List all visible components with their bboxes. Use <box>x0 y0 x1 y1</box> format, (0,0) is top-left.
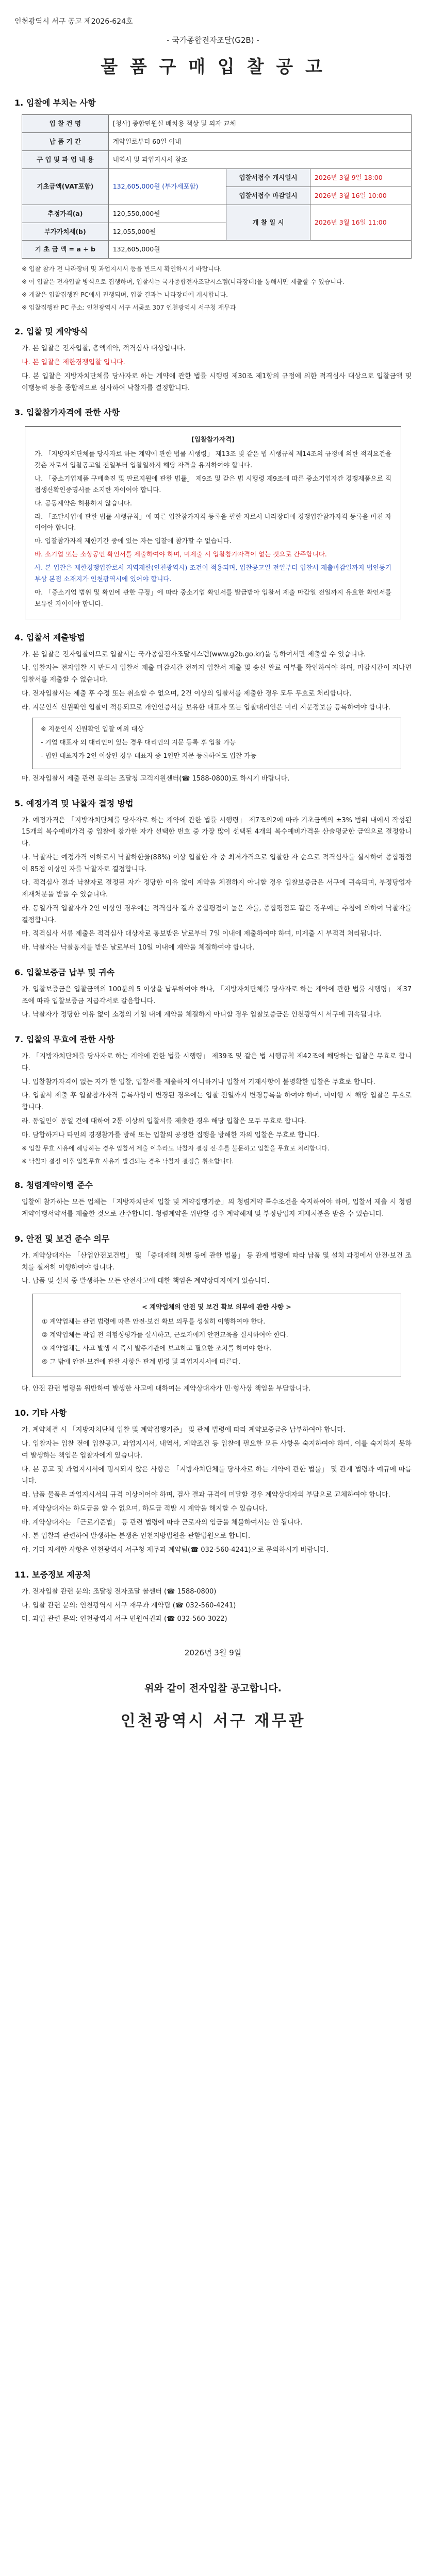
text-line: 가. 예정가격은 「지방자치단체를 당사자로 하는 계약에 관한 법률 시행령」 제7조의2에 따라 기초금액의 ±3% 범위 내에서 작성된 15개의 복수예비가격 중 입찰에 참가한 자가 선택한 번호 중 가장 많이 선택된 4개의 복수예비가격을 산술평균한 금액으로 결정합니다. <box>22 816 412 848</box>
text-line: 다. 적격심사 결과 낙찰자로 결정된 자가 정당한 이유 없이 계약을 체결하지 아니할 경우 입찰보증금은 서구에 귀속되며, 부정당업자 제재처분을 받을 수 있습니다. <box>22 879 412 899</box>
notice-subtitle: - 국가종합전자조달(G2B) - <box>167 35 259 45</box>
section-9-body <box>14 1250 412 1395</box>
cell-header: 기 초 금 액 = a + b <box>22 241 109 259</box>
text-line: 라. 동일가격 입찰자가 2인 이상인 경우에는 적격심사 결과 종합평점이 높은 자를, 종합평점도 같은 경우에는 추첨에 의하여 낙찰자를 결정합니다. <box>22 904 412 924</box>
box-title: < 계약업체의 안전 및 보건 확보 의무에 관한 사항 > <box>142 1303 291 1311</box>
text-line: 다. 본 공고 및 과업지시서에 명시되지 않은 사항은 「지방자치단체를 당사자로 하는 계약에 관한 법률」 및 관계 법령과 예규에 따릅니다. <box>22 1465 412 1485</box>
text-line: 바. 계약상대자는 「근로기준법」 등 관련 법령에 따라 근로자의 임금을 체불하여서는 안 됩니다. <box>22 1518 303 1527</box>
text-line: 바. 낙찰자는 낙찰통지를 받은 날로부터 10일 이내에 계약을 체결하여야 합니다. <box>22 944 255 952</box>
text-line: 마. 담합하거나 타인의 경쟁참가를 방해 또는 입찰의 공정한 집행을 방해한 자의 입찰은 무효로 합니다. <box>22 1131 319 1139</box>
cell-header: 구 입 및 과 업 내 용 <box>22 151 109 169</box>
section-5-title: 5. 예정가격 및 낙찰자 결정 방법 <box>14 798 134 808</box>
text-line: 다. 공동계약은 허용하지 않습니다. <box>35 499 132 507</box>
text-line: - 법인 대표자가 2인 이상인 경우 대표자 중 1인만 지문 등록하여도 입찰 가능 <box>41 752 257 759</box>
cell-header: 납 품 기 간 <box>22 133 109 151</box>
text-line: 가. 계약체결 시 「지방자치단체 입찰 및 계약집행기준」 및 관계 법령에 따라 계약보증금을 납부하여야 합니다. <box>22 1426 346 1434</box>
text-line: 마. 전자입찰서 제출 관련 문의는 조달청 고객지원센터(☎ 1588-0800)로 하시기 바랍니다. <box>22 774 290 783</box>
closing-statement: 위와 같이 전자입찰 공고합니다. <box>144 1683 282 1694</box>
cell-value: 2026년 3월 16일 11:00 <box>310 205 411 241</box>
notice-date: 2026년 3월 9일 <box>184 1648 242 1657</box>
text-line: 나. 본 입찰은 제한경쟁입찰 입니다. <box>22 359 125 366</box>
section-4-body <box>14 649 412 785</box>
text-line: ※ 지문인식 신원확인 입찰 예외 대상 <box>41 725 144 733</box>
section-6-body <box>14 984 412 1021</box>
section-8-title: 8. 청렴계약이행 준수 <box>14 1180 93 1191</box>
note-line: ※ 개찰은 입찰집행관 PC에서 진행되며, 입찰 결과는 나라장터에 게시합니다. <box>22 291 228 299</box>
text-line: 나. 낙찰자는 예정가격 이하로서 낙찰하한율(88%) 이상 입찰한 자 중 최저가격으로 입찰한 자 순으로 적격심사를 실시하여 종합평점이 85점 이상인 자를 낙찰자로 결정합니다. <box>22 853 412 873</box>
cell-header: 입찰서접수 개시일시 <box>226 168 310 187</box>
note-line: ※ 입찰집행관 PC 주소: 인천광역시 서구 서곶로 307 인천광역시 서구청 재무과 <box>22 304 236 312</box>
section-1-title: 1. 입찰에 부치는 사항 <box>14 98 96 108</box>
cell-value: 120,550,000원 <box>108 205 226 223</box>
text-line: 가. 「지방자치단체를 당사자로 하는 계약에 관한 법률 시행령」 제13조 및 같은 법 시행규칙 제14조의 규정에 의한 적격요건을 갖춘 자로서 입찰공고일 전일부터 입찰일까지 해당 자격을 유지하여야 합니다. <box>35 450 391 469</box>
section-6-title: 6. 입찰보증금 납부 및 귀속 <box>14 967 115 977</box>
eligibility-box <box>25 426 401 619</box>
text-line: 아. 「중소기업 범위 및 확인에 관한 규정」에 따라 중소기업 확인서를 발급받아 입찰서 제출 마감일 전일까지 유효한 확인서를 보유한 자이어야 합니다. <box>35 588 391 607</box>
note-line: ※ 입찰 무효 사유에 해당하는 경우 입찰서 제출 이후라도 낙찰자 결정 전·후를 불문하고 입찰을 무효로 처리합니다. <box>22 1145 330 1153</box>
section-11-title: 11. 보증정보 제공처 <box>14 1569 91 1580</box>
section-10-body <box>14 1425 412 1556</box>
text-line: 다. 본 입찰은 지방자치단체를 당사자로 하는 계약에 관한 법률 시행령 제30조 제1항의 규정에 의한 적격심사 대상으로 입찰금액 및 이행능력 등을 종합적으로 심사하여 낙찰자를 결정합니다. <box>22 372 412 392</box>
section-11-body <box>14 1586 412 1625</box>
cell-header: 입 찰 건 명 <box>22 115 109 133</box>
text-line: 바. 소기업 또는 소상공인 확인서를 제출하여야 하며, 미제출 시 입찰참가자격이 없는 것으로 간주합니다. <box>35 550 327 558</box>
page-title: 물 품 구 매 입 찰 공 고 <box>101 56 325 77</box>
note-line: ※ 입찰 참가 전 나라장터 및 과업지시서 등을 반드시 확인하시기 바랍니다. <box>22 265 222 273</box>
note-line: ※ 낙찰자 결정 이후 입찰무효 사유가 발견되는 경우 낙찰자 결정을 취소합니다. <box>22 1158 234 1165</box>
section-7-body <box>14 1051 412 1167</box>
text-line: 아. 기타 자세한 사항은 인천광역시 서구청 재무과 계약팀(☎ 032-560-4241)으로 문의하시기 바랍니다. <box>22 1546 329 1554</box>
text-line: 나. 「중소기업제품 구매촉진 및 판로지원에 관한 법률」 제9조 및 같은 법 시행령 제9조에 따른 중소기업자간 경쟁제품으로 직접생산확인증명서를 소지한 자이어야 합니다. <box>35 474 391 494</box>
text-line: 마. 계약상대자는 하도급을 할 수 없으며, 하도급 적발 시 계약을 해지할 수 있습니다. <box>22 1504 268 1513</box>
cell-value: 132,605,000원 (부가세포함) <box>108 168 226 205</box>
notice-number: 인천광역시 서구 공고 제2026-624호 <box>14 18 133 26</box>
section-9-title: 9. 안전 및 보건 준수 의무 <box>14 1233 110 1244</box>
section-10-title: 10. 기타 사항 <box>14 1408 67 1418</box>
text-line: 사. 본 입찰과 관련하여 발생하는 분쟁은 인천지방법원을 관할법원으로 합니다. <box>22 1532 251 1540</box>
cell-value: 2026년 3월 16일 10:00 <box>310 187 411 205</box>
text-line: ② 계약업체는 작업 전 위험성평가를 실시하고, 근로자에게 안전교육을 실시하여야 한다. <box>42 1330 288 1338</box>
cell-value: 2026년 3월 9일 18:00 <box>310 168 411 187</box>
text-line: 가. 전자입찰 관련 문의: 조달청 전자조달 콜센터 (☎ 1588-0800) <box>22 1587 217 1596</box>
text-line: 입찰에 참가하는 모든 업체는 「지방자치단체 입찰 및 계약집행기준」의 청렴계약 특수조건을 숙지하여야 하며, 입찰서 제출 시 청렴계약이행서약서를 제출한 것으로 간주합니다. 청렴계약을 위반할 경우 계약해제 및 부정당업자 제재처분을 받을 수 있습니다. <box>22 1198 412 1218</box>
text-line: ① 계약업체는 관련 법령에 따른 안전·보건 확보 의무를 성실히 이행하여야 한다. <box>42 1317 266 1325</box>
text-line: 가. 본 입찰은 전자입찰, 총액계약, 적격심사 대상입니다. <box>22 345 186 353</box>
section-8-body <box>14 1197 412 1221</box>
note-line: ※ 이 입찰은 전자입찰 방식으로 집행하며, 입찰서는 국가종합전자조달시스템(나라장터)을 통해서만 제출할 수 있습니다. <box>22 278 345 286</box>
cell-value: 12,055,000원 <box>108 223 226 241</box>
cell-header: 기초금액(VAT포함) <box>22 168 109 205</box>
cell-value: 내역서 및 과업지시서 참조 <box>108 151 411 169</box>
section-7-title: 7. 입찰의 무효에 관한 사항 <box>14 1035 115 1045</box>
text-line: 마. 적격심사 서류 제출은 적격심사 대상자로 통보받은 날로부터 7일 이내에 제출하여야 하며, 미제출 시 부적격 처리됩니다. <box>22 930 382 938</box>
section-1-body <box>14 114 412 313</box>
text-line: ④ 그 밖에 안전·보건에 관한 사항은 관계 법령 및 과업지시서에 따른다. <box>42 1357 240 1365</box>
cell-header: 개 찰 일 시 <box>226 205 310 241</box>
text-line: 라. 납품 물품은 과업지시서의 규격 이상이어야 하며, 검사 결과 규격에 미달할 경우 계약상대자의 부담으로 교체하여야 합니다. <box>22 1491 390 1499</box>
cell-header: 입찰서접수 마감일시 <box>226 187 310 205</box>
fingerprint-exception-box <box>32 718 401 769</box>
text-line: 다. 안전 관련 법령을 위반하여 발생한 사고에 대하여는 계약상대자가 민·형사상 책임을 부담합니다. <box>22 1384 311 1393</box>
text-line: 가. 본 입찰은 전자입찰이므로 입찰서는 국가종합전자조달시스템(www.g2b.go.kr)을 통하여서만 제출할 수 있습니다. <box>22 650 366 658</box>
cell-header: 추정가격(a) <box>22 205 109 223</box>
cell-value: 계약일로부터 60일 이내 <box>108 133 411 151</box>
section-3-title: 3. 입찰참가자격에 관한 사항 <box>14 408 120 418</box>
text-line: 다. 입찰서 제출 후 입찰참가자격 등록사항이 변경된 경우에는 입찰 전일까지 변경등록을 하여야 하며, 미이행 시 해당 입찰은 무효로 합니다. <box>22 1092 412 1112</box>
text-line: 다. 과업 관련 문의: 인천광역시 서구 민원여권과 (☎ 032-560-3022) <box>22 1615 227 1623</box>
cell-value: [청사] 종합민원실 배치용 책상 및 의자 교체 <box>108 115 411 133</box>
text-line: 가. 입찰보증금은 입찰금액의 100분의 5 이상을 납부하여야 하나, 「지방자치단체를 당사자로 하는 계약에 관한 법률 시행령」 제37조에 따라 입찰보증금 지급각서로 갈음합니다. <box>22 985 412 1005</box>
section-5-body <box>14 815 412 954</box>
section-4-title: 4. 입찰서 제출방법 <box>14 632 85 642</box>
cell-value: 132,605,000원 <box>108 241 411 259</box>
text-line: 사. 본 입찰은 제한경쟁입찰로서 지역제한(인천광역시) 조건이 적용되며, 입찰공고일 전일부터 입찰서 제출마감일까지 법인등기부상 본점 소재지가 인천광역시에 있어야 합니다. <box>35 564 391 583</box>
safety-obligation-box <box>32 1294 401 1377</box>
text-line: 라. 지문인식 신원확인 입찰이 적용되므로 개인인증서를 보유한 대표자 또는 입찰대리인은 미리 지문정보를 등록하여야 합니다. <box>22 703 391 711</box>
text-line: 가. 계약상대자는 「산업안전보건법」 및 「중대재해 처벌 등에 관한 법률」 등 관계 법령에 따라 납품 및 설치 과정에서 안전·보건 조치를 철저히 이행하여야 합니다. <box>22 1251 412 1272</box>
text-line: - 기업 대표자 외 대리인이 있는 경우 대리인의 지문 등록 후 입찰 가능 <box>41 738 236 747</box>
text-line: 나. 입찰자는 입찰 전에 입찰공고, 과업지시서, 내역서, 계약조건 등 입찰에 필요한 모든 사항을 숙지하여야 하며, 이를 숙지하지 못하여 발생하는 책임은 입찰자에게 있습니다. <box>22 1440 412 1460</box>
text-line: 나. 납품 및 설치 중 발생하는 모든 안전사고에 대한 책임은 계약상대자에게 있습니다. <box>22 1277 270 1285</box>
text-line: 가. 「지방자치단체를 당사자로 하는 계약에 관한 법률 시행령」 제39조 및 같은 법 시행규칙 제42조에 해당하는 입찰은 무효로 합니다. <box>22 1053 412 1072</box>
text-line: 마. 입찰참가자격 제한기간 중에 있는 자는 입찰에 참가할 수 없습니다. <box>35 537 232 545</box>
text-line: 다. 전자입찰서는 제출 후 수정 또는 취소할 수 없으며, 2건 이상의 입찰서를 제출한 경우 모두 무효로 처리합니다. <box>22 689 352 698</box>
text-line: 나. 입찰자는 전자입찰 시 반드시 입찰서 제출 마감시간 전까지 입찰서 제출 및 송신 완료 여부를 확인하여야 하며, 마감시간이 지나면 입찰서를 제출할 수 없습니다. <box>22 664 412 684</box>
issuer-name: 인천광역시 서구 재무관 <box>120 1711 306 1730</box>
section-2-title: 2. 입찰 및 계약방식 <box>14 327 88 337</box>
box-title: [입찰참가자격] <box>191 435 235 444</box>
section-2-body <box>14 343 412 394</box>
bid-summary-table <box>22 114 412 259</box>
text-line: 나. 입찰참가자격이 없는 자가 한 입찰, 입찰서를 제출하지 아니하거나 입찰서 기재사항이 불명확한 입찰은 무효로 합니다. <box>22 1078 375 1086</box>
text-line: 라. 「조달사업에 관한 법률 시행규칙」에 따른 입찰참가자격 등록을 필한 자로서 나라장터에 경쟁입찰참가자격 등록을 마친 자이어야 합니다. <box>35 512 391 532</box>
text-line: 라. 동일인이 동일 건에 대하여 2통 이상의 입찰서를 제출한 경우 해당 입찰은 모두 무효로 합니다. <box>22 1117 306 1125</box>
text-line: 나. 낙찰자가 정당한 이유 없이 소정의 기일 내에 계약을 체결하지 아니할 경우 입찰보증금은 인천광역시 서구에 귀속됩니다. <box>22 1011 382 1019</box>
text-line: 나. 입찰 관련 문의: 인천광역시 서구 재무과 계약팀 (☎ 032-560-4241) <box>22 1601 236 1609</box>
text-line: ③ 계약업체는 사고 발생 시 즉시 발주기관에 보고하고 필요한 조치를 하여야 한다. <box>42 1344 272 1352</box>
cell-header: 부가가치세(b) <box>22 223 109 241</box>
